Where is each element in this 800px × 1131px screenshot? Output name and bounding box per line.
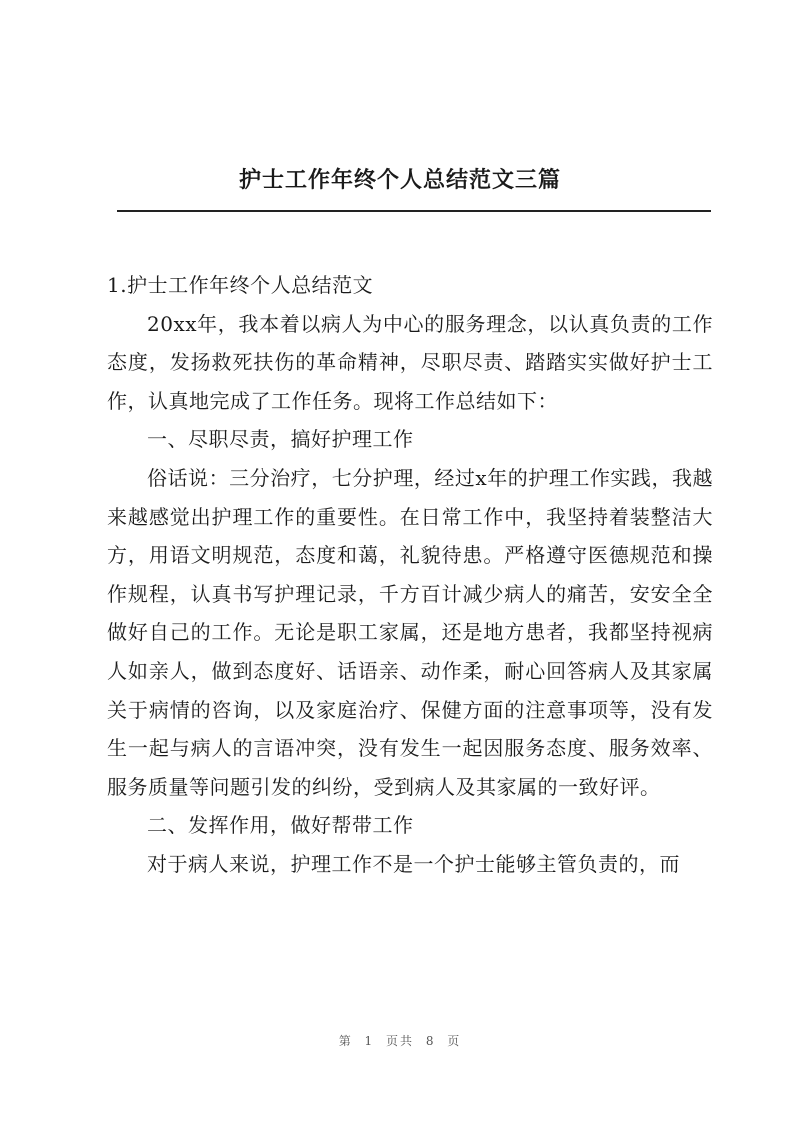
title-divider bbox=[117, 210, 711, 212]
page-number: 第 1 页共 8 页 bbox=[338, 1034, 462, 1048]
intro-paragraph: 20xx年，我本着以病人为中心的服务理念，以认真负责的工作态度，发扬救死扶伤的革命精神，尽职尽责、踏踏实实做好护士工作，认真地完成了工作任务。现将工作总结如下： bbox=[107, 311, 713, 413]
paragraph-1: 俗话说：三分治疗，七分护理，经过x年的护理工作实践，我越来越感觉出护理工作的重要性。在日常工作中，我坚持着装整洁大方，用语文明规范，态度和蔼，礼貌待患。严格遵守医德规范和操作规程，认真书写护理记录，千方百计减少病人的痛苦，安安全全做好自己的工作。无论是职工家属，还是地方患者，我都坚持视病人如亲人，做到态度好、话语亲、动作柔，耐心回答病人及其家属关于病情的咨询，以及家庭治疗、保健方面的注意事项等，没有发生一起与病人的言语冲突，没有发生一起因服务态度、服务效率、服务质量等问题引发的纠纷，受到病人及其家属的一致好评。 bbox=[107, 465, 713, 799]
document-body bbox=[107, 266, 713, 884]
section-heading: 1.护士工作年终个人总结范文 bbox=[107, 273, 374, 297]
document-title: 护士工作年终个人总结范文三篇 bbox=[238, 168, 561, 193]
subheading-2: 二、发挥作用，做好帮带工作 bbox=[147, 813, 414, 838]
subheading-1: 一、尽职尽责，搞好护理工作 bbox=[147, 427, 414, 452]
paragraph-2: 对于病人来说，护理工作不是一个护士能够主管负责的，而 bbox=[147, 851, 680, 876]
